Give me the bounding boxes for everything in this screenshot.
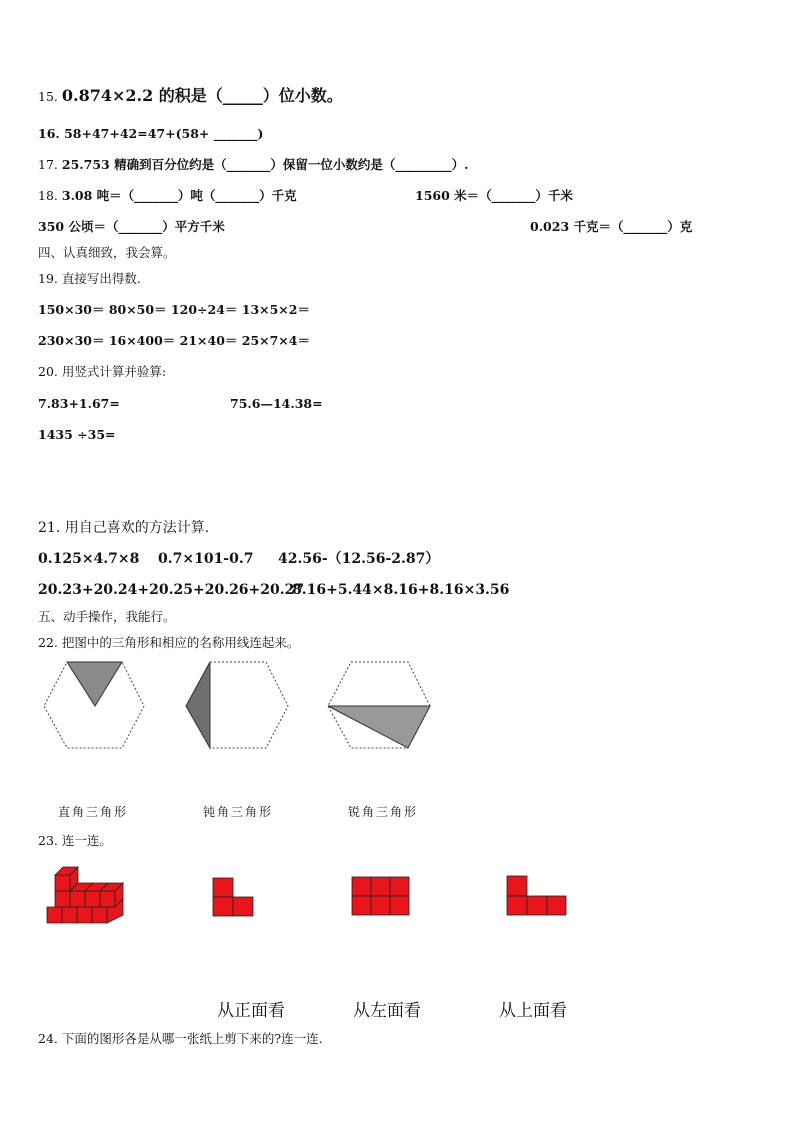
label-right-triangle: 直角三角形 — [58, 805, 129, 819]
question-number: 21. — [38, 520, 61, 536]
hexagon-figure-3 — [326, 660, 436, 760]
question-number: 20. — [38, 364, 58, 379]
question-title: 下面的图形各是从哪一张纸上剪下来的?连一连. — [61, 1031, 323, 1046]
view-label-top: 从上面看 — [499, 1001, 567, 1021]
question-18 — [38, 188, 297, 204]
question-title: 用竖式计算并验算: — [61, 364, 167, 379]
question-22 — [38, 635, 299, 651]
question-21a: 0.125×4.7×8 — [38, 551, 140, 567]
view-label-left: 从左面看 — [353, 1001, 421, 1021]
question-21c: 42.56-（12.56-2.87） — [278, 551, 440, 567]
hexagon-figure-2 — [184, 660, 294, 760]
question-21d: 20.23+20.24+20.25+20.26+20.27 — [38, 582, 305, 598]
shaded-triangle-2 — [186, 662, 210, 748]
question-number: 15. — [38, 89, 58, 104]
question-18b: 1560 米＝（_______）千米 — [415, 188, 573, 203]
label-acute-triangle: 锐角三角形 — [348, 805, 419, 819]
question-18a: 3.08 吨＝（_______）吨（_______）千克 — [61, 188, 297, 203]
question-20c: 1435 ÷35= — [38, 427, 116, 442]
question-19-row1: 150×30＝ 80×50＝ 120÷24＝ 13×5×2＝ — [38, 302, 310, 317]
hexagon-figure-1 — [42, 660, 152, 760]
question-19-row2: 230×30＝ 16×400＝ 21×40＝ 25×7×4＝ — [38, 333, 310, 348]
question-16 — [38, 126, 263, 142]
question-20a: 7.83+1.67= — [38, 396, 120, 411]
question-21e: 8.16+5.44×8.16+8.16×3.56 — [292, 582, 510, 598]
section-5-heading: 五、动手操作，我能行。 — [38, 609, 176, 624]
question-title: 把图中的三角形和相应的名称用线连起来。 — [61, 635, 300, 650]
question-number: 23. — [38, 833, 58, 848]
question-number: 22. — [38, 635, 58, 650]
question-24 — [38, 1031, 323, 1047]
question-18c: 350 公顷＝（_______）平方千米 — [38, 219, 225, 234]
shaded-triangle-1 — [67, 662, 122, 706]
question-text: 58+47+42=47+(58+ _______) — [64, 126, 264, 141]
cube-stack-3d — [45, 863, 135, 928]
question-number: 18. — [38, 188, 58, 203]
question-21 — [38, 520, 209, 536]
question-17 — [38, 157, 468, 173]
view-shape-step — [506, 875, 568, 917]
question-number: 24. — [38, 1031, 58, 1046]
section-4-heading: 四、认真细致，我会算。 — [38, 245, 176, 260]
question-23 — [38, 833, 112, 849]
question-title: 直接写出得数. — [61, 271, 141, 286]
question-18d: 0.023 千克＝（_______）克 — [530, 219, 693, 234]
question-15 — [38, 88, 343, 105]
view-shape-l — [212, 877, 257, 919]
view-label-front: 从正面看 — [217, 1001, 285, 1021]
question-title: 连一连。 — [61, 833, 112, 848]
question-text: 0.874×2.2 的积是（_____）位小数。 — [61, 86, 343, 105]
view-shape-grid — [351, 876, 413, 918]
question-19 — [38, 271, 141, 287]
question-number: 19. — [38, 271, 58, 286]
question-20b: 75.6—14.38= — [230, 396, 323, 411]
question-number: 17. — [38, 157, 58, 172]
question-number: 16. — [38, 126, 60, 141]
question-text: 25.753 精确到百分位约是（_______）保留一位小数约是（_________）. — [61, 157, 469, 172]
label-obtuse-triangle: 钝角三角形 — [203, 805, 274, 819]
question-title: 用自己喜欢的方法计算. — [64, 520, 210, 536]
question-20 — [38, 364, 166, 380]
question-21b: 0.7×101-0.7 — [158, 551, 254, 567]
shaded-triangle-3 — [328, 706, 430, 748]
